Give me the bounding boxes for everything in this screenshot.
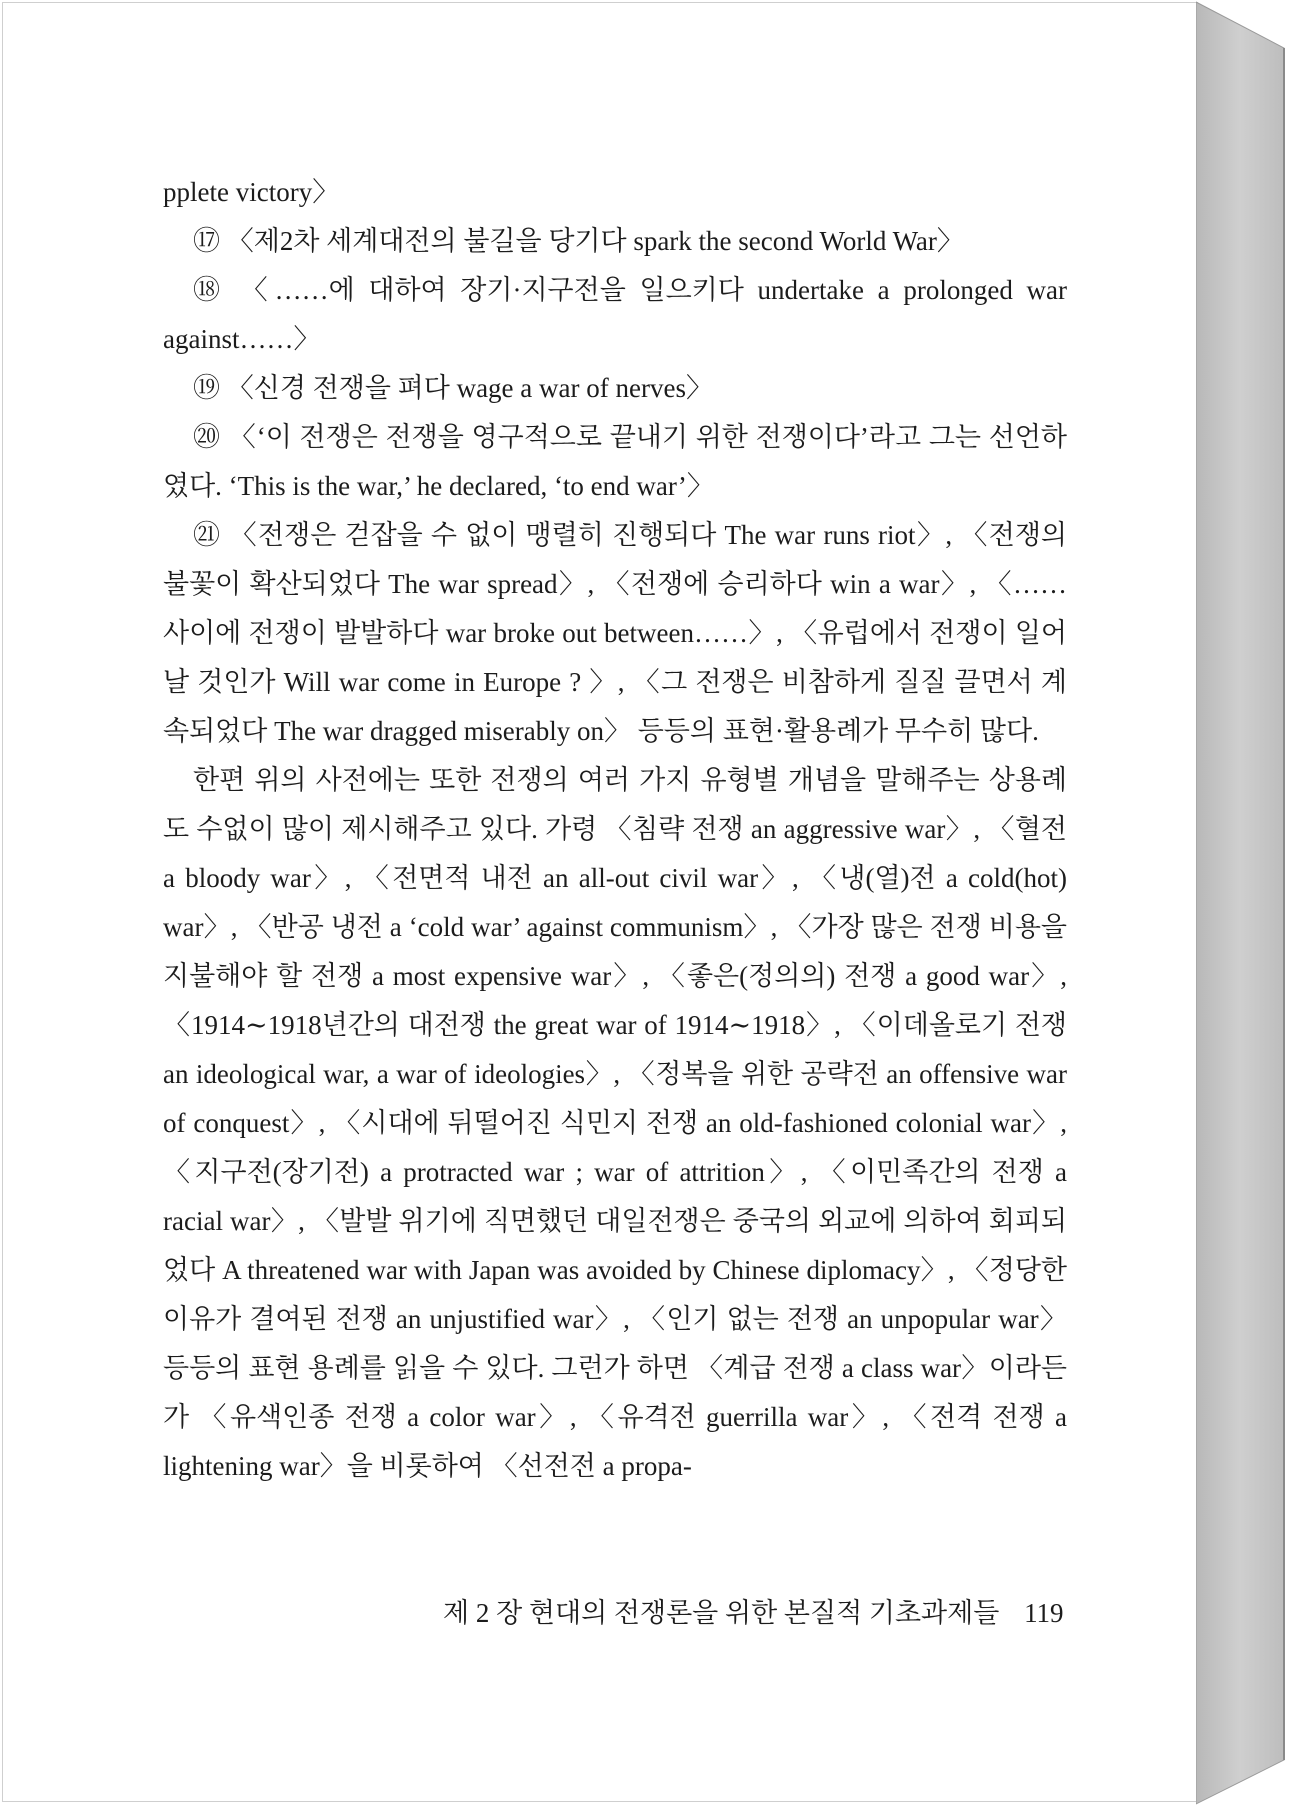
paragraph-4: ⑲ 〈신경 전쟁을 펴다 wage a war of nerves〉 xyxy=(193,373,713,403)
page-footer xyxy=(443,1593,1064,1633)
body-text xyxy=(163,168,1067,1491)
paragraph-2: ⑰ 〈제2차 세계대전의 불길을 당기다 spark the second World War〉 xyxy=(193,226,964,256)
paragraph-3: ⑱ 〈……에 대하여 장기·지구전을 일으키다 undertake a prolonged war against……〉 xyxy=(163,275,1067,354)
page-number: 119 xyxy=(1024,1598,1064,1628)
paragraph-5: ⑳ 〈‘이 전쟁은 전쟁을 영구적으로 끝내기 위한 전쟁이다’라고 그는 선언하였다. ‘This is the war,’ he declared, ‘to end war’〉 xyxy=(163,422,1067,501)
book-edge-shading xyxy=(1196,0,1310,1806)
page-sheet xyxy=(2,2,1198,1802)
running-head: 제 2 장 현대의 전쟁론을 위한 본질적 기초과제들 xyxy=(443,1598,1000,1628)
paragraph-1: pplete victory〉 xyxy=(163,177,340,207)
paragraph-7: 한편 위의 사전에는 또한 전쟁의 여러 가지 유형별 개념을 말해주는 상용례도 수없이 많이 제시해주고 있다. 가령 〈침략 전쟁 an aggressive war〉, 〈혈전 a bloody war〉, 〈전면적 내전 an all-out civil war〉, 〈냉(열)전 a cold(hot) war〉, 〈반공 냉전 a ‘cold war’ against communism〉, 〈가장 많은 전쟁 비용을 지불해야 할 전쟁 a most expensive war〉, 〈좋은(정의의) 전쟁 a good war〉, 〈1914∼1918년간의 대전쟁 the great war of 1914∼1918〉, 〈이데올로기 전쟁 an ideological war, a war of ideologies〉, 〈정복을 위한 공략전 an offensive war of conquest〉, 〈시대에 뒤떨어진 식민지 전쟁 an old-fashioned colonial war〉, 〈지구전(장기전) a protracted war ; war of attrition〉, 〈이민족간의 전쟁 a racial war〉, 〈발발 위기에 직면했던 대일전쟁은 중국의 외교에 의하여 회피되었다 A threatened war with Japan was avoided by Chinese diplomacy〉, 〈정당한 이유가 결여된 전쟁 an unjustified war〉, 〈인기 없는 전쟁 an unpopular war〉 등등의 표현 용례를 읽을 수 있다. 그런가 하면 〈계급 전쟁 a class war〉이라든가 〈유색인종 전쟁 a color war〉, 〈유격전 guerrilla war〉, 〈전격 전쟁 a lightening war〉을 비롯하여 〈선전전 a propa- xyxy=(163,765,1067,1481)
paragraph-6: ㉑ 〈전쟁은 걷잡을 수 없이 맹렬히 진행되다 The war runs riot〉, 〈전쟁의 불꽃이 확산되었다 The war spread〉, 〈전쟁에 승리하다 win a war〉, 〈……사이에 전쟁이 발발하다 war broke out between……〉, 〈유럽에서 전쟁이 일어날 것인가 Will war come in Europe ? 〉, 〈그 전쟁은 비참하게 질질 끌면서 계속되었다 The war dragged miserably on〉 등등의 표현·활용례가 무수히 많다. xyxy=(163,520,1067,746)
